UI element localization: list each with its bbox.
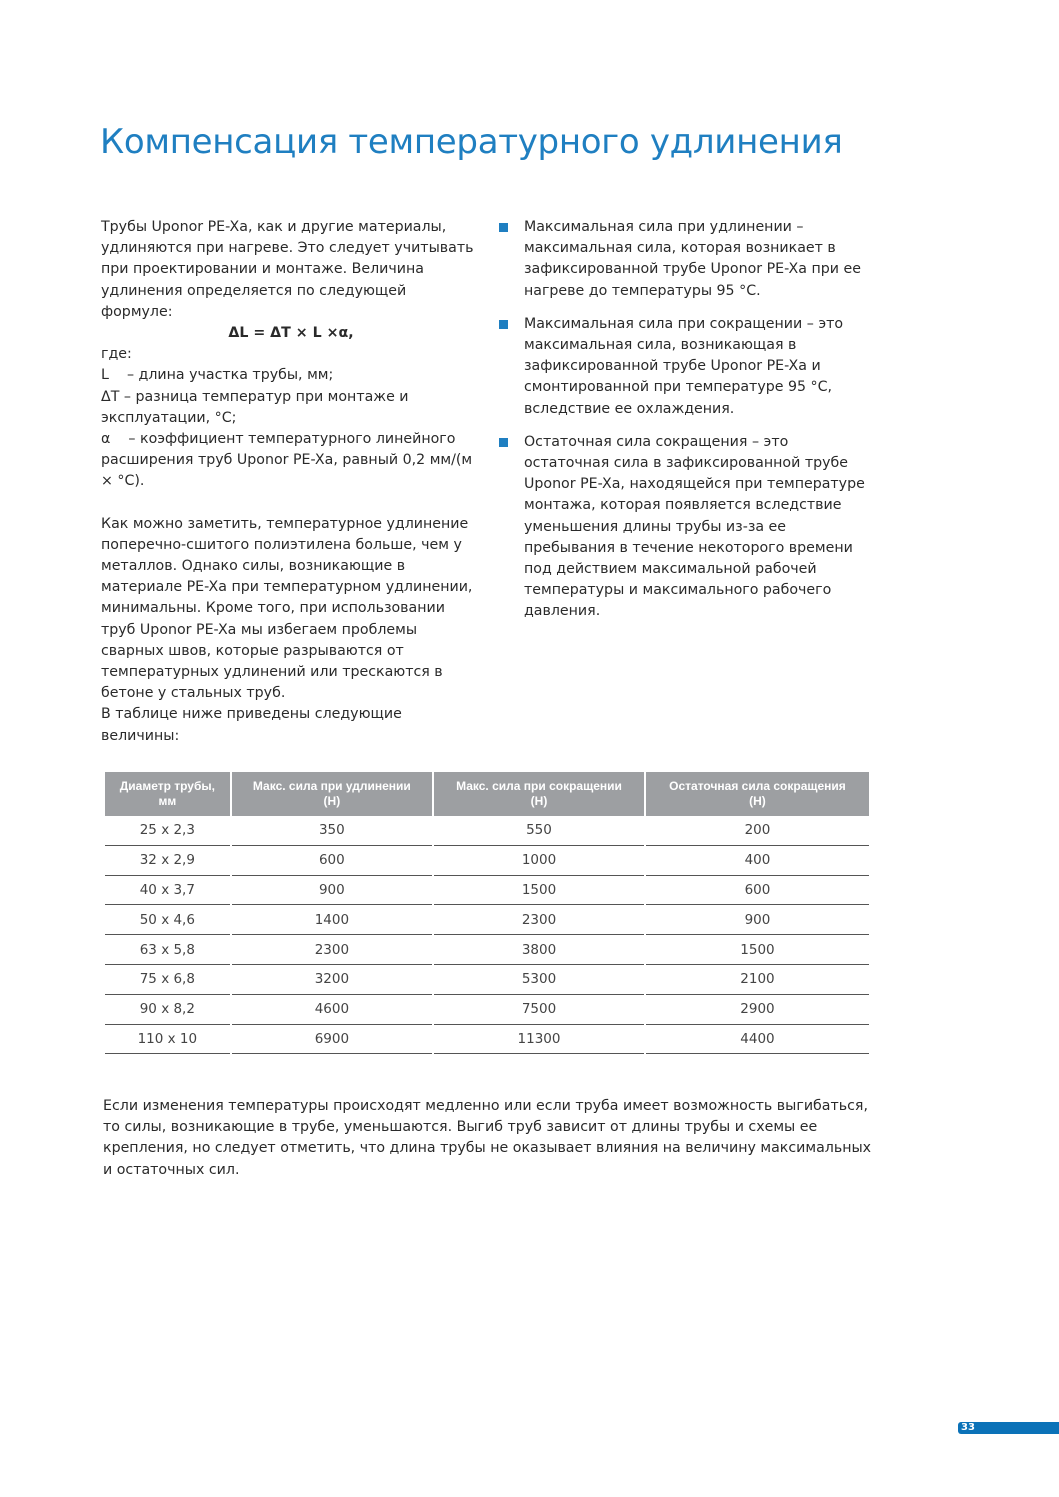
header-line: (Н) bbox=[323, 794, 341, 808]
table-row bbox=[105, 905, 869, 935]
bottom-paragraph: Если изменения температуры происходят медленно или если труба имеет возможность выгибаться, то силы, возникающие в трубе, уменьшаются. Выгиб труб зависит от длины трубы и схемы ее крепления, но следует отметить, что длина трубы не оказывает влияния на величину максимальных и остаточных сил. bbox=[103, 1098, 872, 1178]
table-cell: 6900 bbox=[232, 1025, 432, 1055]
table-cell: 4400 bbox=[646, 1025, 869, 1055]
table-cell: 200 bbox=[646, 816, 869, 846]
column-header bbox=[646, 772, 869, 816]
table-row bbox=[105, 965, 869, 995]
table-cell: 110 x 10 bbox=[105, 1025, 230, 1055]
header-line: (Н) bbox=[749, 794, 766, 808]
table-cell: 25 x 2,3 bbox=[105, 816, 230, 846]
header-line: Остаточная сила сокращения bbox=[669, 779, 846, 793]
intro-paragraph: Трубы Uponor PE-Xa, как и другие материалы, удлиняются при нагреве. Это следует учитывать при проектировании и монтаже. Величина удлинения определяется по следующей формуле: bbox=[101, 219, 474, 320]
bullet-square-icon bbox=[499, 320, 508, 329]
header-line: Макс. сила при удлинении bbox=[252, 779, 411, 793]
bullet-square-icon bbox=[499, 438, 508, 447]
header-line: Диаметр трубы, bbox=[119, 779, 215, 793]
table-cell: 4600 bbox=[232, 995, 432, 1025]
table-cell: 7500 bbox=[434, 995, 644, 1025]
definition-alpha: α – коэффициент температурного линейного расширения труб Uponor PE-Xa, равный 0,2 мм/(м × °C). bbox=[101, 431, 477, 490]
table-header-row bbox=[105, 772, 869, 816]
table-cell: 90 x 8,2 bbox=[105, 995, 230, 1025]
table-cell: 5300 bbox=[434, 965, 644, 995]
header-line: Макс. сила при сокращении bbox=[456, 779, 622, 793]
table-row bbox=[105, 816, 869, 846]
table-cell: 75 x 6,8 bbox=[105, 965, 230, 995]
table-cell: 1500 bbox=[434, 876, 644, 906]
table-row bbox=[105, 876, 869, 906]
table-cell: 40 x 3,7 bbox=[105, 876, 230, 906]
table-cell: 900 bbox=[232, 876, 432, 906]
bullet-item bbox=[499, 432, 874, 623]
table-cell: 2300 bbox=[434, 905, 644, 935]
table-cell: 50 x 4,6 bbox=[105, 905, 230, 935]
table-row bbox=[105, 995, 869, 1025]
table-cell: 600 bbox=[232, 846, 432, 876]
table-cell: 1000 bbox=[434, 846, 644, 876]
forces-table bbox=[103, 772, 871, 1054]
table-cell: 350 bbox=[232, 816, 432, 846]
bullet-text: Максимальная сила при сокращении – это максимальная сила, возникающая в зафиксированной трубе Uponor PE-Xa и смонтированной при температуре 95 °C, вследствие ее охлаждения. bbox=[524, 315, 844, 417]
table-cell: 400 bbox=[646, 846, 869, 876]
table-cell: 2900 bbox=[646, 995, 869, 1025]
table-cell: 3200 bbox=[232, 965, 432, 995]
page-title: Компенсация температурного удлинения bbox=[100, 122, 843, 162]
bullet-text: Остаточная сила сокращения – это остаточная сила в зафиксированной трубе Uponor PE-Xa, находящейся при температуре монтажа, которая появляется вследствие уменьшения длины трубы из-за ее пребывания в течение некоторого времени под действием максимальной рабочей температуры и максимального рабочего давления. bbox=[524, 433, 865, 620]
where-label: где: bbox=[101, 346, 132, 363]
table-cell: 63 x 5,8 bbox=[105, 935, 230, 965]
table-cell: 1400 bbox=[232, 905, 432, 935]
formula: ΔL = ΔT × L ×α, bbox=[228, 325, 354, 342]
bullet-square-icon bbox=[499, 223, 508, 232]
column-header bbox=[434, 772, 644, 816]
header-line: (Н) bbox=[530, 794, 548, 808]
bullet-text: Максимальная сила при удлинении – максимальная сила, которая возникает в зафиксированной трубе Uponor PE-Xa при ее нагреве до температуры 95 °C. bbox=[524, 219, 861, 299]
column-header bbox=[105, 772, 230, 816]
table-cell: 1500 bbox=[646, 935, 869, 965]
table-row bbox=[105, 846, 869, 876]
definition-l: L – длина участка трубы, мм; bbox=[101, 367, 334, 384]
definition-dt: ΔT – разница температур при монтаже и эксплуатации, °C; bbox=[101, 388, 409, 426]
table-cell: 3800 bbox=[434, 935, 644, 965]
right-column bbox=[499, 217, 874, 635]
table-cell: 900 bbox=[646, 905, 869, 935]
column-header bbox=[232, 772, 432, 816]
table-cell: 600 bbox=[646, 876, 869, 906]
table-cell: 11300 bbox=[434, 1025, 644, 1055]
left-column bbox=[101, 217, 481, 747]
paragraph-3: В таблице ниже приведены следующие величины: bbox=[101, 706, 402, 744]
table-cell: 2100 bbox=[646, 965, 869, 995]
table-row bbox=[105, 1025, 869, 1055]
bullet-item bbox=[499, 217, 874, 302]
bullet-item bbox=[499, 314, 874, 420]
table-cell: 550 bbox=[434, 816, 644, 846]
paragraph-2: Как можно заметить, температурное удлинение поперечно-сшитого полиэтилена больше, чем у металлов. Однако силы, возникающие в материале PE-Xa при температурном удлинении, минимальны. Кроме того, при использовании труб Uponor PE-Xa мы избегаем проблемы сварных швов, которые разрываются от температурных удлинений или трескаются в бетоне у стальных труб. bbox=[101, 515, 473, 702]
header-line: мм bbox=[158, 794, 177, 808]
table-cell: 2300 bbox=[232, 935, 432, 965]
table-row bbox=[105, 935, 869, 965]
table-cell: 32 x 2,9 bbox=[105, 846, 230, 876]
page-number: 33 bbox=[958, 1422, 1059, 1434]
